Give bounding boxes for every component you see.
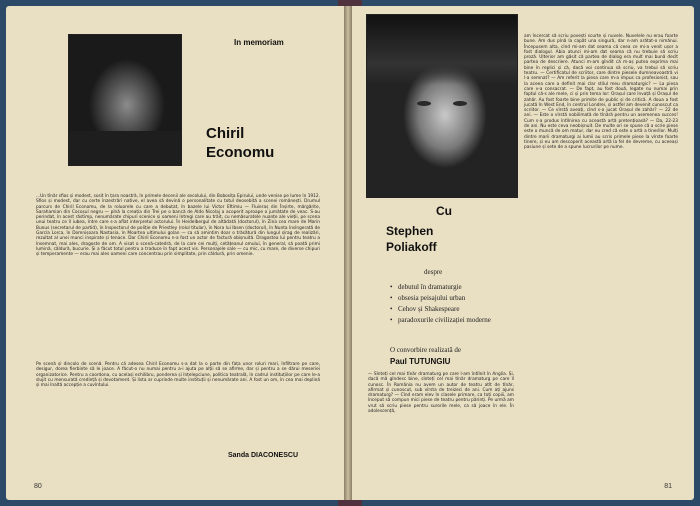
title-last-name: Economu [206,144,275,161]
topic-item: • debutul în dramaturgie [390,282,491,293]
portrait-chiril-economu [68,34,182,166]
interviewer-name: Paul TUTUNGIU [390,357,451,366]
topic-item: • Cehov și Shakespeare [390,304,491,315]
topic-item: • obsesia peisajului urban [390,293,491,304]
article-body-part-1: ...Un tînăr sfios și modest, sosit în țara noastră, în primele decenii ale secolului, din Bobosița Epirului, unde venise pe lume în 1912. Sfios și modest, dar cu certe înzestrări native, el avea să devină o personalitate cu totul deosebită a scenei românești. Drumul parcurs de Chiril Economu, de la roluorele cu care a debutat, în bazele lui Victor Eftimiu — Fluieraș din Înșirte, mărgărite, Sarahamian din Cocoșul negru — pînă la creația din Trei pe o bancă de Aldo Nicolaj a acoperit aproape o jumătate de veac. S-au perindat, în acest răstimp, nenumărate chipuri scenice și oameni întregi care au trăit, cu nemăsuratele nuanțe ale vieții, pe scena unui teatru ce îl iubea, între care s-a aflat interpretul actorului. În Heidelbergul de altădată (doctorul), în Zina cea mare de Marin Bunus (secretarul de partid), în Inspectorul de poliție de Priestley (rolul titular), în Nora lui Ibsen (doctorul), în Nunta însîngerată de García Lorca, în Domnișoara Nastasia, în Moartea ultimului golan — ca să amintim doar o trăsătură din lungul șirag de realizări, rezultat al unei munci inspirate și tenace. Dar Chiril Economu n-a fost un actor de factură obișnuită. Dragostea lui pentru teatru a însemnat, mai ales, dragoste de om. A visat o scenă-catedră, de la care cei mulți, cetățeanul omului, în general, să poată primi lumină, căldură, bucurie. Și a făcut totul pentru a traduce în fapt acest vis. Personajele sale — cu mic, cu mare, de diverse chipuri și temperamente — erau mai ales oameni care concentrau prin simplitate, prin căldură, prin omenie. [36,194,320,258]
page-gutter [344,6,352,500]
portrait-eye-left [417,101,431,106]
page-number-right: 81 [664,483,672,490]
article-body-part-2: Pe scenă și dincolo de scenă. Pentru că adesea Chiril Economu s-a dat la o parte din fața unor roluri mari, înfiltrare pe care, desigur, dorea fierbinte să le joace. A făcut-o nu numai pentru a-i ajuta pe alții să se afirme, dar și pentru a se dărui meseriei organizatorice. Pentru a coordona, cu același echilibru, ponderea și înțelepciune, politica teatrală, în cadrul instituțiilor pe care le-a slujit cu mensurată credință și devotament. Și lista ar cuprinde multe instituții și nenumărate ani. A fost un om, în cea mai deplină și mai înaltă accepție a cuvîntului. [36,362,320,389]
interview-body-part-2: am încercat să scriu povești scurte și nuvele. Nuvelele nu erau foarte bune. Am dus pînă la capăt una singură, dar n-am arătat-o nimănui. Începusem alta, cînd mi-am dat seama că ceea ce mi-a venit ușor a fost dialogul. Abia atunci mi-am dat seama că nu trebuie să scriu proză. Ulterior am găsit că partea de dialog era mult mai bună decît partea de descriere. Atunci m-am gîndit că m-aș putea exprima mai bine în replici și că, dacă voi continua să scriu, va trebui să scriu teatru. — Certificatul de scriitor, care dintre piesele dumneavoastră vi l-a semnat? — Am referit la piesa care m-a impus ca profesionist, sau la aceea care a definit mai clar stilul meu dramaturgic? — La piesa care v-a consacrat. — De fapt, au fost două, legate nu numai prin faptul că-s ale mele, ci și prin tema lor: Orașul care învață și Orașul de zahăr. Au fost foarte bine primite de public și de critică. A doua a fost jucată în West End, în centrul Londrei, și astfel am devenit cunoscut ca scriitor. — Ce vîrstă aveați, cînd s-a jucat Orașul de zahăr? — 22 de ani. — Este o vîrstă nobilimată de tînără pentru un asemenea succes! Cum s-a produs întîlnirea cu această artă pretențioasă? — Da, 22-23 de ani. Nu este ceva neobișnuit. De multe ori se spune că a scrie piese este o muncă de om matur, dar eu cred că este o artă a tinerilor. Mulți dintre marii dramaturgi ai lumii au scris primele piese la vîrste foarte tinere, și eu am descoperit această artă la fel de devreme, cu aceeași pasiune și sete de a spune lucrurilor pe nume. [524,34,678,151]
interview-credit-line: O convorbire realizată de [390,346,461,354]
page-number-left: 80 [34,483,42,490]
interviewee-last-name: Poliakoff [386,240,437,254]
portrait-eye-right [453,101,467,106]
section-heading: In memoriam [234,38,284,47]
topic-item: • paradoxurile civilizației moderne [390,315,491,326]
left-page [6,6,344,500]
right-page [352,6,694,500]
article-title [206,124,274,162]
topics-list [390,282,491,326]
portrait-hair [367,15,517,85]
interviewee-first-name: Stephen [386,224,434,238]
author-signature: Sanda DIACONESCU [228,452,299,459]
interview-body-part-1: — Sînteți cel mai tînăr dramaturg pe care l-am întîlnit în Anglia. Și, dacă mă gîndesc bine, sînteți cel mai tînăr dramaturg pe care îl cunosc. În România nu avem un autor de teatru atît de tînăr, afirmat și cunoscut, sub vîrsta de treizeci de ani. Cum ați ajuns dramaturg? — Cînd eram elev în clasele primare, ca toți copiii, am început să compun mici piese de teatru pentru părinți. Pe urmă am vrut să scriu piese pentru surorile mele, ca să joace în ele. În adolescență, [368,372,514,415]
interview-prefix: Cu [436,204,452,218]
topics-intro: despre [424,268,443,276]
portrait-shoulders [69,131,181,165]
portrait-stephen-poliakoff [366,14,518,198]
title-first-name: Chiril [206,125,245,142]
